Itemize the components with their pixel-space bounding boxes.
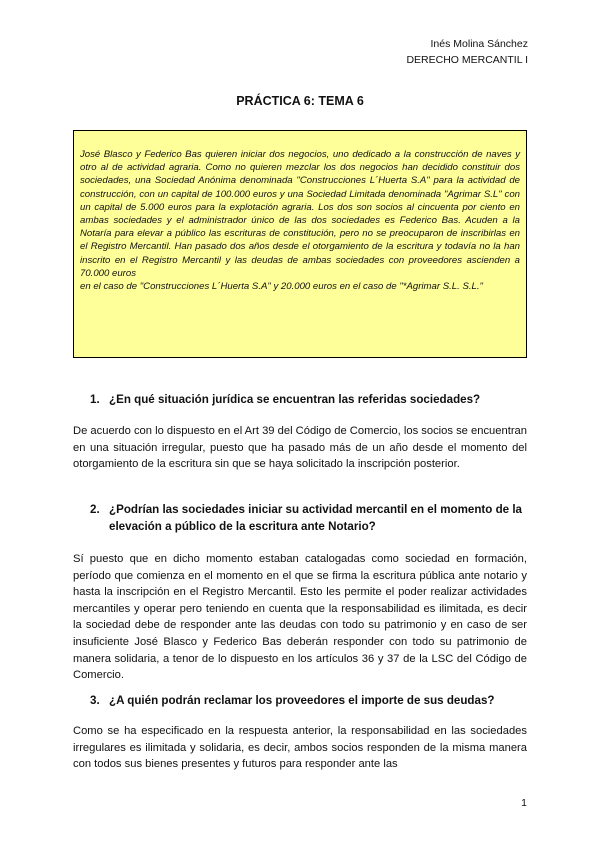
page-header — [406, 36, 528, 68]
answer-text: Sí puesto que en dicho momento estaban catalogadas como sociedad en formación, período que comienza en el momento en el que se firma la escritura pública ante notario y hasta la inscripción en el Registro Mercantil. Esto les permite el poder realizar actividades mercantiles y operar pero teniendo en cuenta que la responsabilidad es ilimitada, es decir la sociedad debe de responder ante las deudas con todo su patrimonio y en caso de ser insuficiente José Blasco y Federico Bas deberán responder con todo su patrimonio de manera solidaria, a tenor de lo dispuesto en los artículos 36 y 37 de la LSC del Código de Comercio. — [73, 553, 527, 682]
question-1 — [90, 391, 526, 408]
question-number: 3. — [90, 694, 100, 707]
question-text: ¿Podrían las sociedades iniciar su actividad mercantil en el momento de la elevación a público de la escritura ante Notario? — [109, 503, 523, 533]
answer-text: Como se ha especificado en la respuesta anterior, la responsabilidad en las sociedades irregulares es ilimitada y solidaria, es decir, ambos socios responden de la misma manera con todos sus bienes presentes y futuros para responder ante las — [73, 725, 527, 771]
case-paragraph: José Blasco y Federico Bas quieren iniciar dos negocios, uno dedicado a la construcción de naves y otro al de actividad agraria. Como no quieren mezclar los dos negocios han decidido constituir dos sociedades, una Sociedad Anónima denominada "Construcciones L´Huerta S.A" para la actividad de construcción, con un capital de 100.000 euros y una Sociedad Limitada denominada "Agrimar S.L" con un capital de 5.000 euros para la explotación agraria. Los dos son socios al cincuenta por ciento en ambas sociedades y el administrador único de las dos sociedades es Federico Bas. Acuden a la Notaría para elevar a público las escrituras de constitución, pero no se preocuparon de inscribirlas en el Registro Mercantil. Han pasado dos años desde el otorgamiento de la escritura y todavía no la han inscrito en el Registro Mercantil y las deudas de ambas sociedades con proveedores ascienden a 70.000 euros — [80, 149, 520, 279]
answer-3 — [73, 723, 527, 773]
question-number: 1. — [90, 393, 100, 406]
question-text: ¿A quién podrán reclamar los proveedores el importe de sus deudas? — [109, 694, 495, 707]
case-statement-box — [73, 130, 527, 358]
page-number: 1 — [521, 797, 527, 809]
author-name: Inés Molina Sánchez — [430, 38, 528, 50]
course-name: DERECHO MERCANTIL I — [406, 54, 528, 66]
question-2 — [90, 501, 526, 535]
question-number: 2. — [90, 503, 100, 516]
question-text: ¿En qué situación jurídica se encuentran las referidas sociedades? — [109, 393, 481, 406]
case-paragraph-continued: en el caso de "Construcciones L´Huerta S.A" y 20.000 euros en el caso de "*Agrimar S.L. S.L." — [80, 281, 483, 293]
page-title: PRÁCTICA 6: TEMA 6 — [236, 94, 364, 108]
question-3 — [90, 692, 526, 709]
answer-1 — [73, 423, 527, 473]
answer-2 — [73, 551, 527, 684]
answer-text: De acuerdo con lo dispuesto en el Art 39 del Código de Comercio, los socios se encuentran en una situación irregular, puesto que ha pasado más de un año desde el momento del otorgamiento de la escritura sin que se haya solicitado la inscripción posterior. — [73, 425, 527, 471]
